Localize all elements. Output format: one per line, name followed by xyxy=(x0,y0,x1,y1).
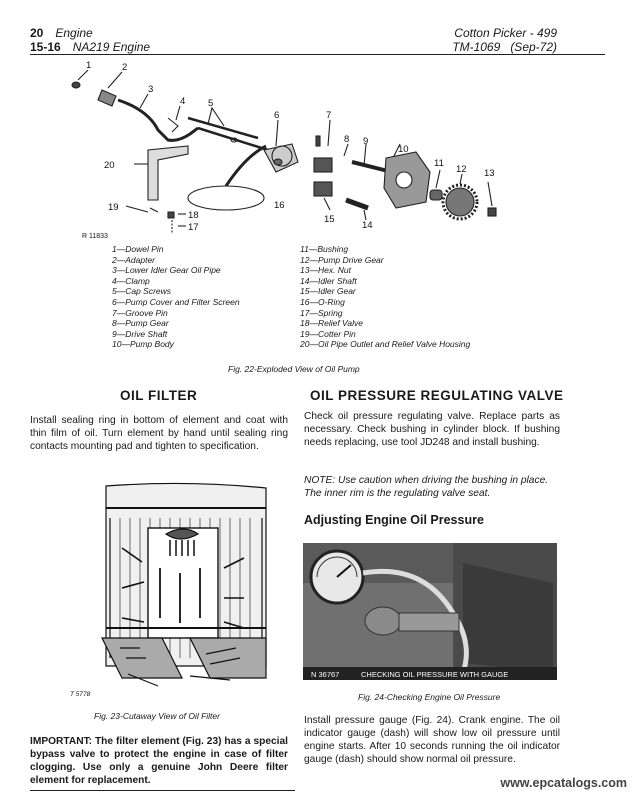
page-number: 20 xyxy=(30,26,44,40)
regulating-valve-heading: OIL PRESSURE REGULATING VALVE xyxy=(310,388,564,403)
adjusting-body: Install pressure gauge (Fig. 24). Crank engine. The oil indicator gauge (dash) will show low oil pressure until engine starts. After 10 seconds running the oil indicator gauge (dash) should show normal oil pressure. xyxy=(304,715,560,765)
important-note: IMPORTANT: The filter element (Fig. 23) has a special bypass valve to protect the engine in case of filter clogging. Use only a genuine John Deere filter element for replacement. xyxy=(30,736,288,786)
footer-rule xyxy=(30,790,295,791)
manual-code: TM-1069 xyxy=(452,40,501,54)
legend-item: 8—Pump Gear xyxy=(112,318,169,329)
legend-item: 12—Pump Drive Gear xyxy=(300,254,384,265)
legend-right xyxy=(300,244,470,350)
watermark: www.epcatalogs.com xyxy=(500,776,627,790)
callout-11: 11 xyxy=(434,158,444,169)
manual-date: (Sep-72) xyxy=(510,40,557,54)
figure22-caption: Fig. 22-Exploded View of Oil Pump xyxy=(228,364,360,374)
legend-item: 14—Idler Shaft xyxy=(300,275,357,286)
callout-14: 14 xyxy=(362,220,373,231)
photo-label: CHECKING OIL PRESSURE WITH GAUGE xyxy=(361,670,509,679)
photo-ref: N 36767 xyxy=(311,670,340,679)
callout-13: 13 xyxy=(484,168,495,179)
legend-item: 17—Spring xyxy=(300,307,343,318)
section-title: Engine xyxy=(55,26,93,40)
header-left-line2 xyxy=(30,40,150,54)
callout-8: 8 xyxy=(344,134,350,145)
header-left-line1 xyxy=(30,26,93,40)
header-right-code xyxy=(452,40,557,54)
legend-item: 19—Cotter Pin xyxy=(300,328,356,339)
callout-3: 3 xyxy=(148,84,154,95)
adjusting-heading: Adjusting Engine Oil Pressure xyxy=(304,513,484,527)
legend-item: 18—Relief Valve xyxy=(300,318,363,329)
callout-7: 7 xyxy=(326,110,332,121)
figure23-ref: T 5778 xyxy=(70,691,91,698)
legend-item: 15—Idler Gear xyxy=(300,286,356,297)
figure22-ref: R 11833 xyxy=(82,233,108,240)
legend-item: 7—Groove Pin xyxy=(112,307,168,318)
header-right-title: Cotton Picker - 499 xyxy=(454,26,557,40)
callout-10: 10 xyxy=(398,144,409,155)
legend-item: 11—Bushing xyxy=(300,244,349,254)
oil-pressure-photo xyxy=(303,543,557,680)
oil-filter-heading: OIL FILTER xyxy=(120,388,198,403)
callout-5: 5 xyxy=(208,98,214,109)
legend-item: 5—Cap Screws xyxy=(112,286,172,297)
regulating-valve-body: Check oil pressure regulating valve. Replace parts as necessary. Check bushing in cylinder block. If bushing needs replacing, use tool JD248 and install bushing. xyxy=(304,411,560,448)
legend-item: 6—Pump Cover and Filter Screen xyxy=(112,296,240,307)
legend-item: 16—O-Ring xyxy=(300,296,345,307)
bushing-note: NOTE: Use caution when driving the bushing in place. The inner rim is the regulating valve seat. xyxy=(304,475,549,499)
legend-item: 9—Drive Shaft xyxy=(112,328,168,339)
filter-cutaway-illustration xyxy=(30,478,288,708)
exploded-oil-pump-diagram xyxy=(68,58,518,240)
callout-9: 9 xyxy=(363,136,369,147)
callout-12: 12 xyxy=(456,164,467,175)
oil-filter-body: Install sealing ring in bottom of element and coat with thin film of oil. Turn element by hand until sealing ring contacts mounting pad and tighten to specification. xyxy=(30,415,288,452)
legend-item: 13—Hex. Nut xyxy=(300,265,352,276)
callout-2: 2 xyxy=(122,62,128,73)
legend-item: 3—Lower Idler Gear Oil Pipe xyxy=(112,265,221,276)
callout-15: 15 xyxy=(324,214,335,225)
legend-item: 1—Dowel Pin xyxy=(112,244,164,254)
legend-item: 4—Clamp xyxy=(112,275,150,286)
legend-left xyxy=(112,244,240,350)
callout-20: 20 xyxy=(104,160,115,171)
figure23-caption: Fig. 23-Cutaway View of Oil Filter xyxy=(94,711,220,721)
callout-19: 19 xyxy=(108,202,119,213)
callout-4: 4 xyxy=(180,96,186,107)
sub-number: 15-16 xyxy=(30,40,61,54)
legend-item: 20—Oil Pipe Outlet and Relief Valve Housing xyxy=(300,339,471,350)
callout-17: 17 xyxy=(188,222,199,233)
legend-item: 10—Pump Body xyxy=(112,339,174,350)
callout-16: 16 xyxy=(274,200,285,211)
figure24-caption: Fig. 24-Checking Engine Oil Pressure xyxy=(358,692,501,702)
header-rule xyxy=(30,54,605,55)
legend-item: 2—Adapter xyxy=(112,254,155,265)
sub-title: NA219 Engine xyxy=(72,40,151,54)
callout-1: 1 xyxy=(86,60,92,71)
callout-6: 6 xyxy=(274,110,280,121)
pressure-gauge-photo-illustration xyxy=(303,543,557,680)
callout-18: 18 xyxy=(188,210,199,221)
